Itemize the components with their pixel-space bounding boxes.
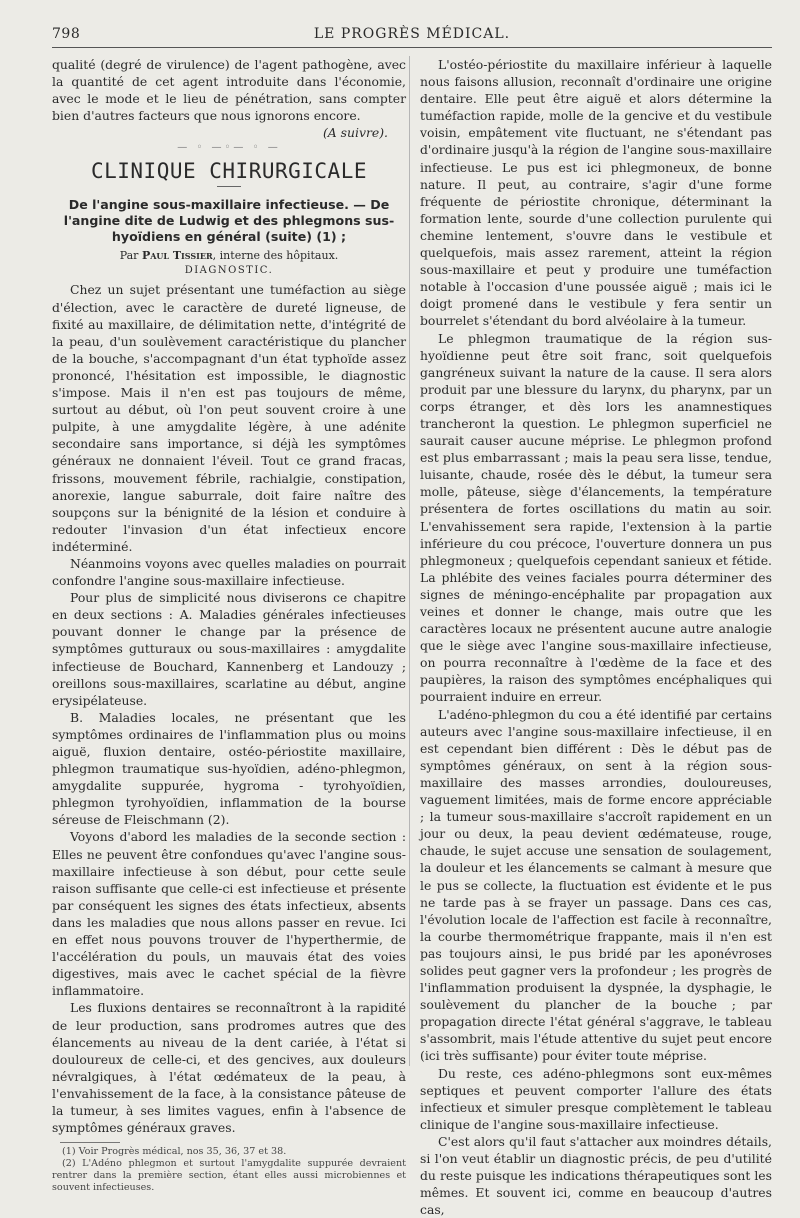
- continued-paragraph: qualité (degré de virulence) de l'agent pathogène, avec la quantité de cet agent introduite dans l'économie, avec le mode et le lieu de pénétration, sans compter bien d'autres facteurs que nous ignorons encore.: [52, 57, 406, 124]
- subheading-diagnostic: DIAGNOSTIC.: [184, 265, 274, 277]
- right-column: [420, 56, 772, 1218]
- byline: [52, 248, 406, 263]
- footnote: (1) Voir Progrès médical, nos 35, 36, 37 et 38.: [62, 1146, 287, 1158]
- paragraph: Chez un sujet présentant une tuméfaction au siège d'élection, avec le caractère de dureté ligneuse, de fixité au maxillaire, de délimitation nette, d'intégrité de la peau, d'un soulèvement caractéristique du plancher de la bouche, s'accompagnant d'un état typhoïde assez prononcé, l'hésitation est impossible, le diagnostic s'impose. Mais il n'en est pas toujours de même, surtout au début, où l'on peut souvent croire à une pulpite, à une amygdalite légère, à une adénite secondaire sans importance, si déjà les symptômes généraux ne donnaient l'éveil. Tout ce grand fracas, frissons, mouvement fébrile, rachialgie, constipation, anorexie, langue saburrale, doit faire naître des soupçons sur la bénignité de la lésion et conduire à redouter l'invasion d'un état infectieux encore indéterminé.: [52, 282, 406, 554]
- footnote: (2) L'Adéno phlegmon et surtout l'amygdalite suppurée devraient rentrer dans la première section, étant elles aussi microbiennes et souvent infectieuses.: [52, 1158, 406, 1194]
- page-header: [52, 26, 772, 46]
- paragraph: B. Maladies locales, ne présentant que les symptômes ordinaires de l'inflammation plus ou moins aiguë, fluxion dentaire, ostéo-périostite maxillaire, phlegmon traumatique sus-hyoïdien, adéno-phlegmon, amygdalite suppurée, hygroma - tyrohyoïdien, phlegmon tyrohyoïdien, inflammation de la bourse séreuse de Fleischmann (2).: [52, 709, 406, 828]
- journal-title: LE PROGRÈS MÉDICAL.: [313, 26, 511, 42]
- paragraph: Du reste, ces adéno-phlegmons sont eux-mêmes septiques et peuvent comporter l'allure des états infectieux et simuler presque complètement le tableau clinique de l'angine sous-maxillaire infectieuse.: [420, 1065, 772, 1132]
- article-title: De l'angine sous-maxillaire infectieuse. — De l'angine dite de Ludwig et des phlegmons sus-hyoïdiens en général (suite) (1) ;: [63, 197, 395, 245]
- paragraph: Pour plus de simplicité nous diviserons ce chapitre en deux sections : A. Maladies générales infectieuses pouvant donner le change par la présence de symptômes gutturaux ou sous-maxillaires : amygdalite infectieuse de Bouchard, Kannenberg et Landouzy ; oreillons sous-maxillaires, scarlatine au début, angine erysipélateuse.: [52, 590, 406, 708]
- byline-prefix: Par: [119, 249, 139, 263]
- paragraph: Voyons d'abord les maladies de la seconde section : Elles ne peuvent être confondues qu'avec l'angine sous-maxillaire infectieuse à son début, pour cette seule raison suffisante que celle-ci est infectieuse et présente par conséquent les signes des états infectieux, absents dans les maladies que nous allons passer en revue. Ici en effet nous pouvons trouver de l'hyperthermie, de l'accélération du pouls, un mauvais état des voies digestives, mais avec le cachet spécial de la fièvre inflammatoire.: [52, 829, 406, 999]
- footnote-rule: [60, 1142, 120, 1143]
- section-title: CLINIQUE CHIRURGICALE: [90, 159, 367, 184]
- title-rule: [217, 186, 241, 187]
- paragraph: L'adéno-phlegmon du cou a été identifié par certains auteurs avec l'angine sous-maxillaire infectieuse, il en est cependant bien différent : Dès le début pas de symptômes généraux, on sent à la région sous-maxillaire des masses arrondies, douloureuses, vaguement limitées, mais de forme encore appréciable ; la tumeur sous-maxillaire s'accroît rapidement en un jour ou deux, la peau devient œdémateuse, rouge, chaude, le sujet accuse une sensation de soulagement, la douleur et les élancements se calmant à mesure que le pus se collecte, la fluctuation est évidente et le pus ne tarde pas à se frayer un passage. Dans ces cas, l'évolution locale de l'affection est facile à reconnaître, la courbe thermométrique frappante, mais il n'en est pas toujours ainsi, le pus bridé par les aponévroses solides peut gagner vers la profondeur ; les progrès de l'inflammation produisent la dyspnée, la dysphagie, le soulèvement du plancher de la bouche ; par propagation directe l'état général s'aggrave, le tableau s'assombrit, mais l'étude attentive du sujet peut encore (ici très suffisante) pour éviter toute méprise.: [420, 706, 772, 1064]
- page-number: 798: [52, 26, 81, 42]
- paragraph: C'est alors qu'il faut s'attacher aux moindres détails, si l'on veut établir un diagnostic précis, de peu d'utilité du reste puisque les indications thérapeutiques sont les mêmes. Et souvent ici, comme en beaucoup d'autres cas,: [420, 1133, 772, 1218]
- paragraph: L'ostéo-périostite du maxillaire inférieur à laquelle nous faisons allusion, reconnaît d'ordinaire une origine dentaire. Elle peut être aiguë et alors détermine la tuméfaction rapide, molle de la gencive et du vestibule voisin, empâtement vite fluctuant, ne s'étendant pas d'ordinaire jusqu'à la région de l'angine sous-maxillaire infectieuse. Le pus est ici phlegmoneux, de bonne nature. Il peut, au contraire, s'agir d'une forme fréquente de périostite chronique, déterminant la formation lente, sourde d'une collection purulente qui chemine lentement, s'ouvre dans le vestibule et quelquefois, mais assez rarement, atteint la région sous-maxillaire et peut y produire une tuméfaction notable à l'occasion d'une poussée aiguë ; mais ici le doigt promené dans le vestibule y fera sentir un bourrelet s'étendant du bord alvéolaire à la tumeur.: [420, 57, 772, 329]
- paragraph: Néanmoins voyons avec quelles maladies on pourrait confondre l'angine sous-maxillaire infectieuse.: [52, 555, 406, 589]
- header-rule: [52, 47, 772, 48]
- paragraph: Les fluxions dentaires se reconnaîtront à la rapidité de leur production, sans prodromes autres que des élancements au niveau de la dent cariée, à l'état si douloureux de celle-ci, et des gencives, aux douleurs névralgiques, à l'état œdémateux de la peau, à l'envahissement de la face, à la consistance pâteuse de la tumeur, à ses limites vagues, enfin à l'absence de symptômes généraux graves.: [52, 1000, 406, 1136]
- author-name: Paul Tissier: [141, 249, 213, 263]
- ornamental-divider: — ◦ —◦— ◦ —: [177, 142, 281, 154]
- paragraph: Le phlegmon traumatique de la région sus-hyoïdienne peut être soit franc, soit quelquefois gangréneux suivant la nature de la cause. Il sera alors produit par une blessure du larynx, du pharynx, par un corps étranger, et dès lors les anamnestiques trancheront la question. Le phlegmon superficiel ne saurait causer aucune méprise. Le phlegmon profond est plus embarrassant ; mais la peau sera lisse, tendue, luisante, chaude, rosée dès le début, la tumeur sera molle, pâteuse, siège d'élancements, la température présentera de fortes oscillations du matin au soir. L'envahissement sera rapide, l'extension à la partie inférieure du cou précoce, l'ouverture donnera un pus phlegmoneux ; quelquefois cependant sanieux et fétide. La phlébite des veines faciales pourra déterminer des signes de méningo-encéphalite par propagation aux veines et donner le change, mais outre que les caractères locaux ne présentent aucune autre analogie que le siège avec l'angine sous-maxillaire infectieuse, on pourra reconnaître à l'œdème de la face et des paupières, la raison des symptômes encéphaliques qui pourraient induire en erreur.: [420, 330, 772, 705]
- to-follow-note: (A suivre).: [322, 125, 388, 141]
- column-separator: [409, 56, 410, 1066]
- byline-suffix: , interne des hôpitaux.: [212, 249, 339, 263]
- left-column: [52, 56, 406, 1194]
